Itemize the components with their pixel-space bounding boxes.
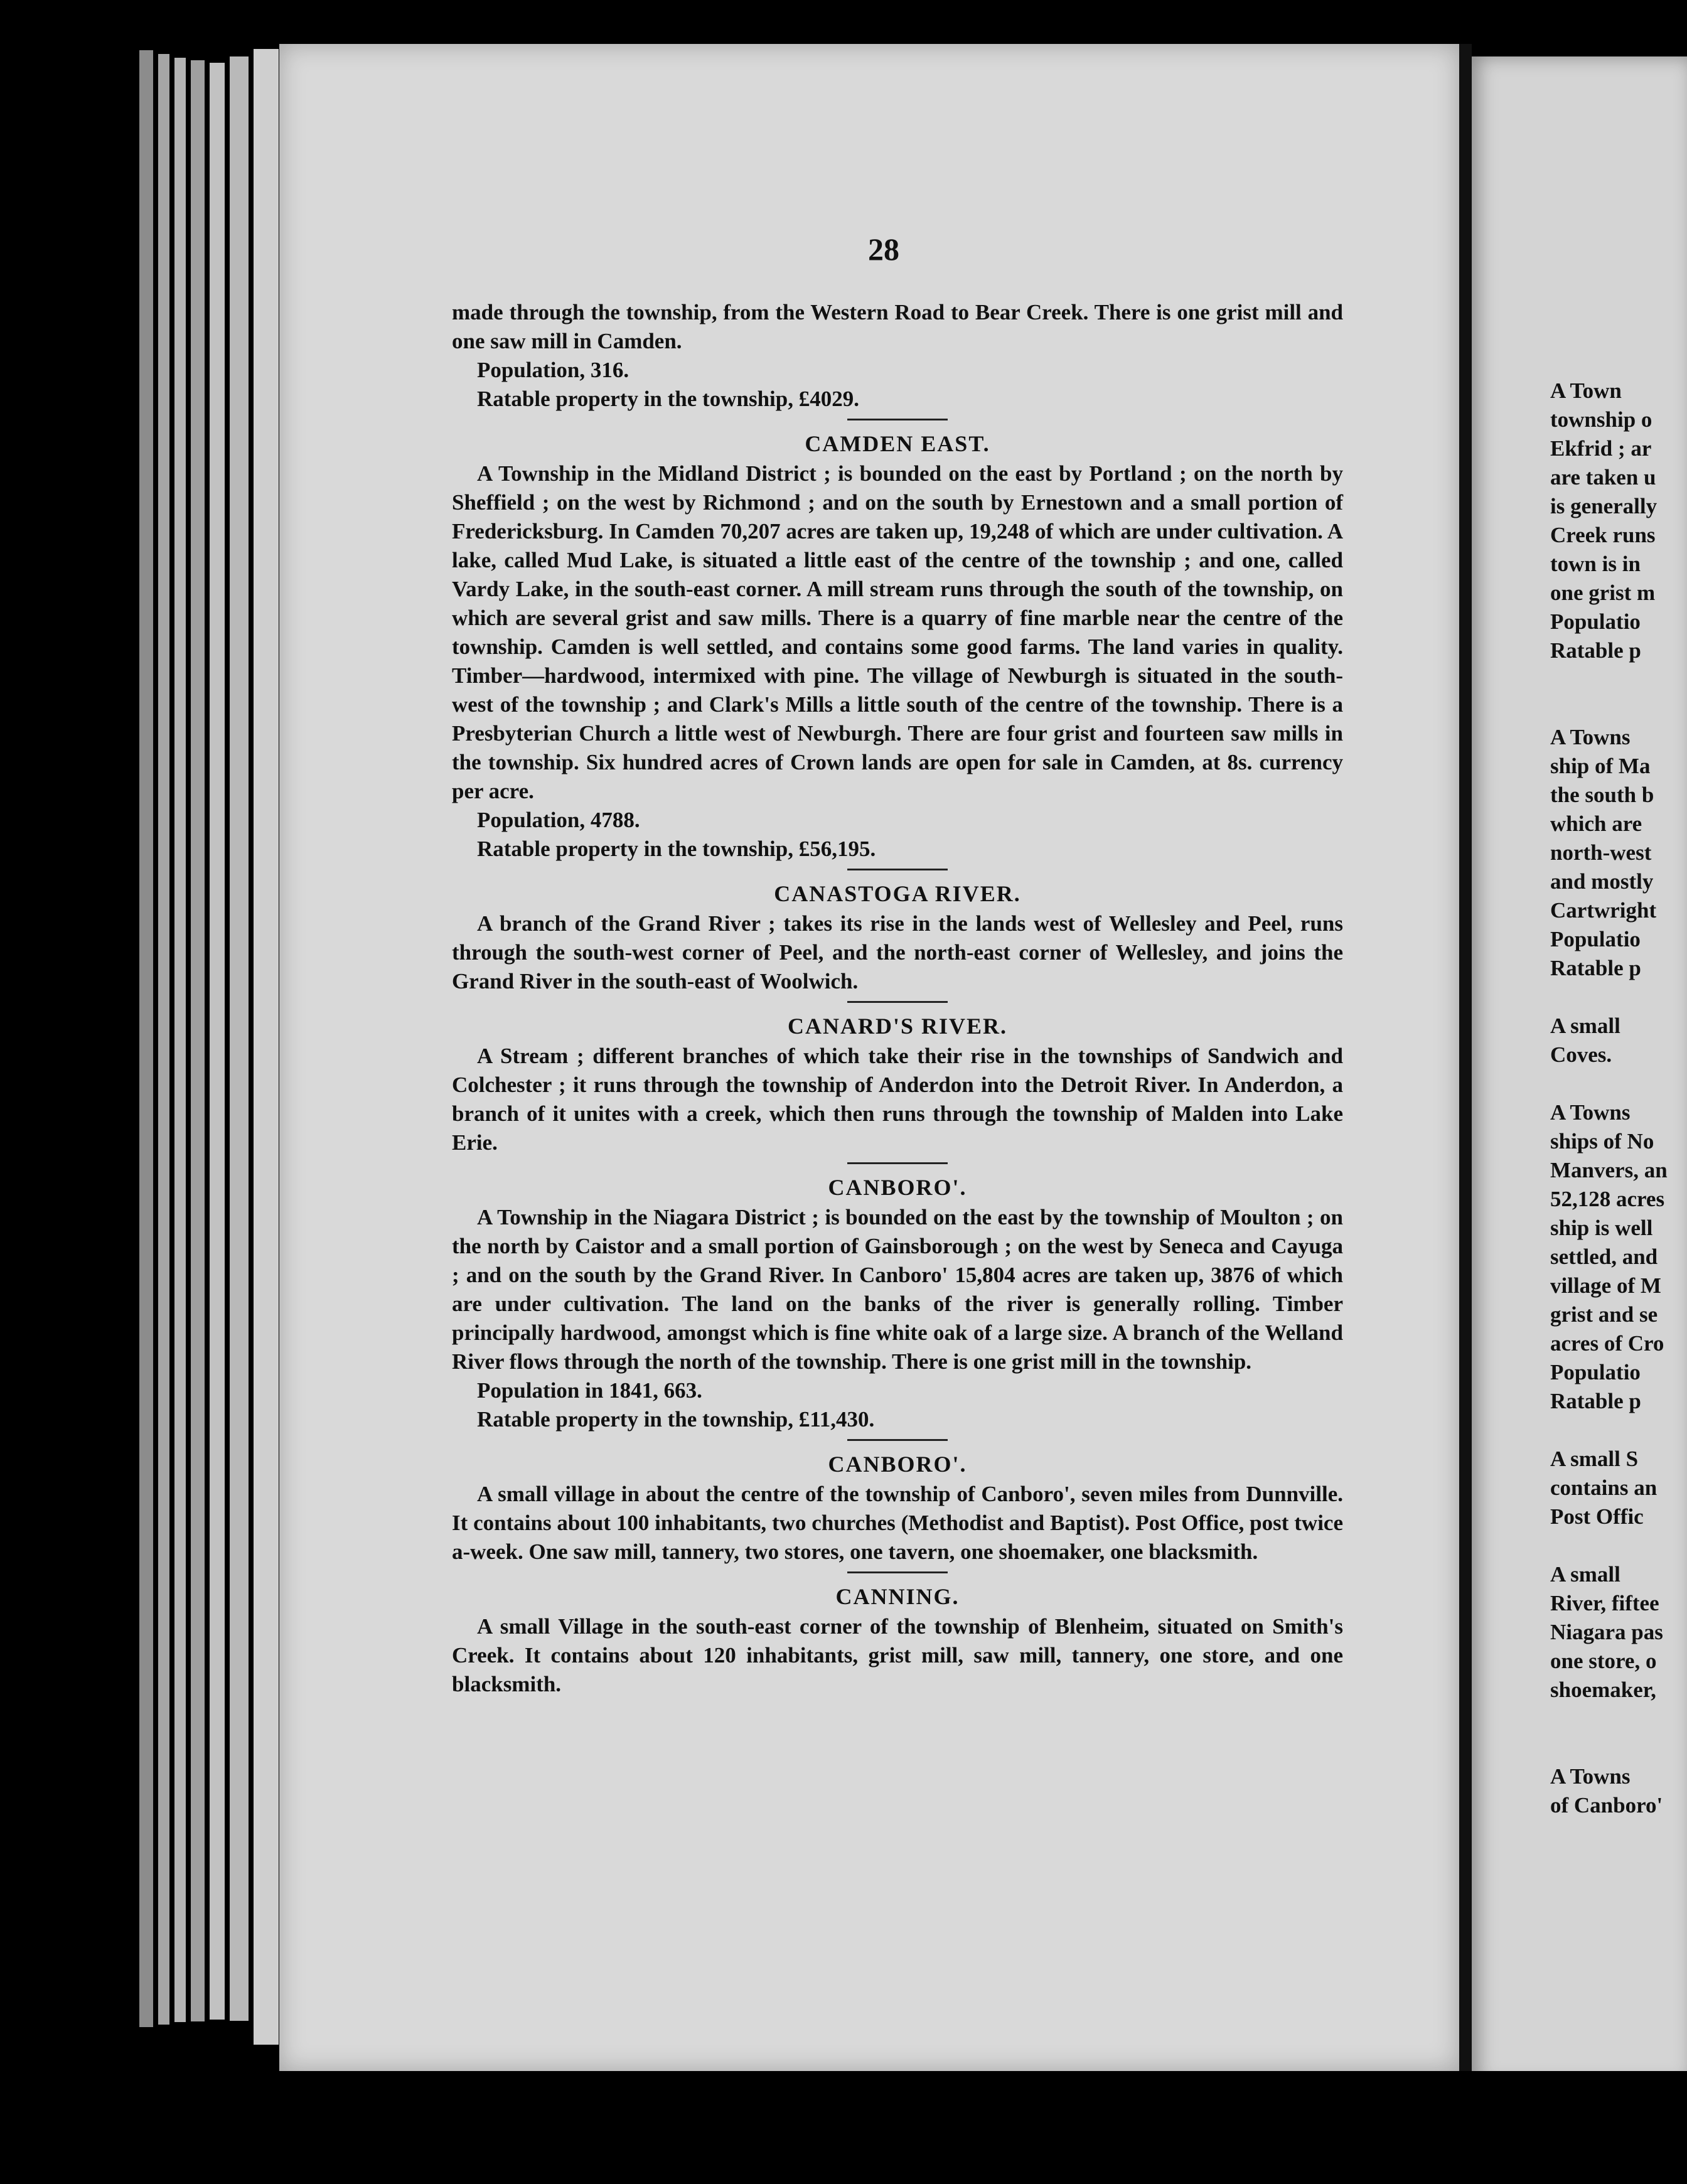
entry-canastoga-river: [452, 879, 1343, 996]
facing-page-line: Ratable p: [1550, 638, 1641, 663]
entry-body: A Township in the Midland District ; is bounded on the east by Portland ; on the north by Sheffield ; on the west by Richmond ; and on the south by Ernestown and a small portion of Fredericksburg. In Camden 70,207 acres are taken up, 19,248 of which are under cultivation. A lake, called Mud Lake, is situated a little east of the centre of the township ; and one, called Vardy Lake, in the south-east corner. A mill stream runs through the south of the township, on which are several grist and saw mills. There is a quarry of fine marble near the centre of the township. Camden is well settled, and contains some good farms. The land varies in quality. Timber—hardwood, intermixed with pine. The village of Newburgh is situated in the south-west of the township ; and Clark's Mills a little south of the centre of the township. There is a Presbyterian Church a little west of Newburgh. There are four grist and fourteen saw mills in the township. Six hundred acres of Crown lands are open for sale in Camden, at 8s. currency per acre.: [452, 461, 1343, 803]
section-divider: [847, 1439, 948, 1441]
facing-page-line: one grist m: [1550, 581, 1656, 605]
section-divider: [847, 1001, 948, 1003]
facing-page-line: A Towns: [1550, 1100, 1631, 1125]
facing-page-line: [1550, 665, 1687, 694]
facing-page-line: [1550, 983, 1687, 1012]
facing-page-line: Coves.: [1550, 1042, 1612, 1067]
facing-page-line: [1550, 1069, 1687, 1098]
entry-heading: CAMDEN EAST.: [805, 431, 990, 456]
entry-body: A small Village in the south-east corner of the township of Blenheim, situated on Smith's Creek. It contains about 120 inhabitants, grist mill, saw mill, tannery, one store, and one blacksmith.: [452, 1614, 1343, 1696]
facing-page-line: Ratable p: [1550, 956, 1641, 980]
scan-background-left: [0, 0, 138, 2184]
facing-page-line: A Towns: [1550, 1764, 1631, 1789]
entry-body: A branch of the Grand River ; takes its rise in the lands west of Wellesley and Peel, runs through the south-west corner of Peel, and the north-east corner of Wellesley, and joins the Grand River in the south-east of Woolwich.: [452, 911, 1343, 993]
page-number: 28: [868, 232, 899, 267]
entry-heading: CANBORO'.: [828, 1175, 967, 1200]
facing-page-text: [1550, 377, 1687, 1820]
entry-population: Population in 1841, 663.: [477, 1378, 702, 1403]
facing-page-line: grist and se: [1550, 1302, 1658, 1327]
page-edge-strip: [174, 58, 186, 2022]
facing-page-line: is generally: [1550, 494, 1658, 518]
facing-page-line: A small: [1550, 1562, 1620, 1587]
facing-page-line: north-west: [1550, 840, 1652, 865]
entry-canboro-village: [452, 1450, 1343, 1566]
facing-page-line: [1550, 1531, 1687, 1560]
scan-background-bottom: [0, 2071, 1687, 2184]
facing-page-line: A small: [1550, 1014, 1620, 1038]
facing-page-line: ships of No: [1550, 1129, 1654, 1154]
facing-page-line: ship of Ma: [1550, 754, 1651, 778]
facing-page-line: of Canboro': [1550, 1793, 1663, 1817]
entry-ratable: Ratable property in the township, £11,430.: [477, 1407, 875, 1432]
facing-page-line: [1550, 1705, 1687, 1733]
entry-body: A Stream ; different branches of which take their rise in the townships of Sandwich and Colchester ; it runs through the township of Anderdon into the Detroit River. In Anderdon, a branch of it unites with a creek, which then runs through the township of Malden into Lake Erie.: [452, 1044, 1343, 1155]
facing-page-line: township o: [1550, 407, 1652, 432]
page-edge-strip: [158, 54, 169, 2025]
intro-paragraph: made through the township, from the Western Road to Bear Creek. There is one grist mill and one saw mill in Camden.: [452, 300, 1343, 353]
page-edge-strip: [210, 63, 225, 2020]
facing-page-line: ship is well: [1550, 1216, 1653, 1240]
page-edge-strip: [254, 49, 279, 2045]
facing-page-line: the south b: [1550, 783, 1654, 807]
facing-page-line: village of M: [1550, 1273, 1661, 1298]
facing-page-line: [1550, 1733, 1687, 1762]
facing-page-line: Populatio: [1550, 609, 1641, 634]
facing-page-line: River, fiftee: [1550, 1591, 1659, 1615]
facing-page-line: settled, and: [1550, 1245, 1658, 1269]
facing-page-line: contains an: [1550, 1475, 1658, 1500]
intro-ratable: Ratable property in the township, £4029.: [477, 387, 859, 411]
facing-page-line: Ekfrid ; ar: [1550, 436, 1652, 461]
facing-page-line: [1550, 1416, 1687, 1445]
facing-page-line: Ratable p: [1550, 1389, 1641, 1413]
page-gutter: [1459, 44, 1472, 2084]
facing-page-line: Niagara pas: [1550, 1620, 1663, 1644]
facing-page-line: A Towns: [1550, 725, 1631, 749]
facing-page-line: Manvers, an: [1550, 1158, 1668, 1182]
section-divider: [847, 1571, 948, 1573]
facing-page-line: one store, o: [1550, 1649, 1657, 1673]
facing-page-line: Populatio: [1550, 1360, 1641, 1384]
facing-page-line: A Town: [1550, 378, 1622, 403]
entry-canboro-township: [452, 1173, 1343, 1434]
facing-page-line: acres of Cro: [1550, 1331, 1664, 1356]
facing-page-line: Populatio: [1550, 927, 1641, 951]
entry-canards-river: [452, 1012, 1343, 1157]
entry-population: Population, 4788.: [477, 808, 640, 832]
section-divider: [847, 419, 948, 420]
facing-page-line: shoemaker,: [1550, 1678, 1656, 1702]
page-edge-strip: [139, 50, 153, 2027]
intro-population: Population, 316.: [477, 358, 629, 382]
facing-page-line: and mostly: [1550, 869, 1654, 894]
entry-heading: CANARD'S RIVER.: [787, 1014, 1008, 1039]
facing-page-line: 52,128 acres: [1550, 1187, 1665, 1211]
facing-page-line: Creek runs: [1550, 523, 1656, 547]
entry-heading: CANNING.: [835, 1584, 960, 1609]
page-edge-strip: [191, 60, 205, 2021]
entry-body: A small village in about the centre of the township of Canboro', seven miles from Dunnville. It contains about 100 inhabitants, two churches (Methodist and Baptist). Post Office, post twice a-week. One saw mill, tannery, two stores, one tavern, one shoemaker, one blacksmith.: [452, 1482, 1343, 1564]
section-divider: [847, 1162, 948, 1164]
entry-camden-east: [452, 429, 1343, 864]
facing-page-line: [1550, 694, 1687, 723]
entry-ratable: Ratable property in the township, £56,195.: [477, 837, 876, 861]
facing-page-line: Post Offic: [1550, 1504, 1644, 1529]
entry-body: A Township in the Niagara District ; is bounded on the east by the township of Moulton ; on the north by Caistor and a small portion of Gainsborough ; on the west by Seneca and Cayuga ; and on the south by the Grand River. In Canboro' 15,804 acres are taken up, 3876 of which are under cultivation. The land on the banks of the river is generally rolling. Timber principally hardwood, amongst which is fine white oak of a large size. A branch of the Welland River flows through the north of the township. There is one grist mill in the township.: [452, 1205, 1343, 1374]
entry-heading: CANASTOGA RIVER.: [774, 881, 1021, 906]
facing-page-line: A small S: [1550, 1447, 1639, 1471]
entry-canning: [452, 1582, 1343, 1699]
facing-page-line: which are: [1550, 811, 1642, 836]
facing-page-line: are taken u: [1550, 465, 1656, 490]
facing-page-line: Cartwright: [1550, 898, 1657, 923]
page-body: [452, 298, 1343, 1703]
section-divider: [847, 869, 948, 870]
facing-page-line: town is in: [1550, 552, 1641, 576]
entry-heading: CANBORO'.: [828, 1452, 967, 1477]
page-edge-strip: [230, 56, 249, 2021]
